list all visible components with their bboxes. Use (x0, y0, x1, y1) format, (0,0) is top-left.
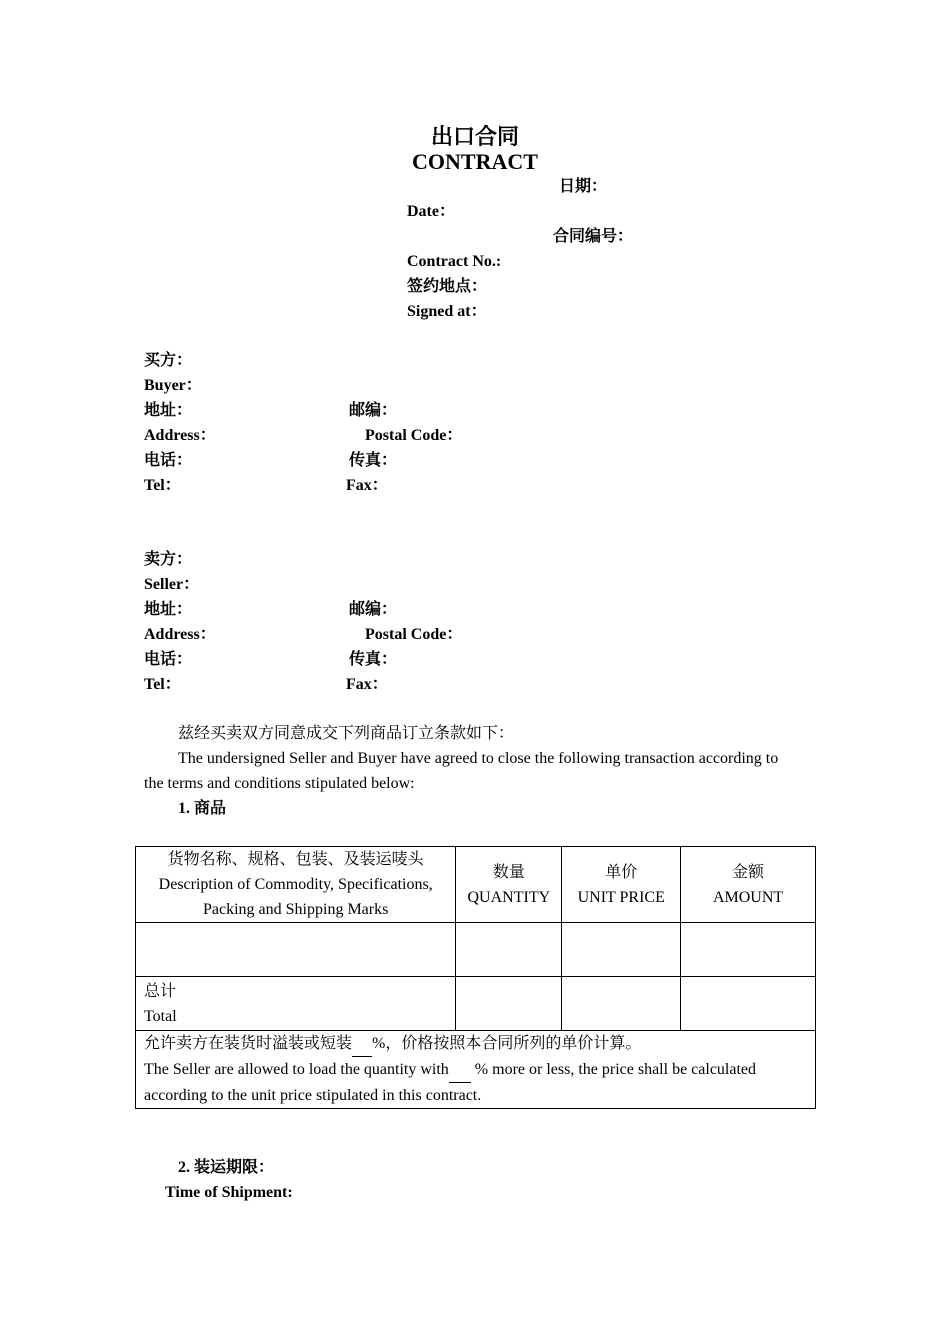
header-description-cn: 货物名称、规格、包装、及装运唛头 (167, 851, 424, 868)
table-note-row (136, 1031, 816, 1109)
note-en-part-b: % more or less, the price shall be calculated (470, 1061, 757, 1078)
header-quantity-cn: 数量 (492, 863, 525, 881)
total-quantity-cell[interactable] (456, 977, 562, 1031)
total-unit-price-cell[interactable] (562, 977, 681, 1031)
section2-heading-cn: 2. 装运期限： (178, 1159, 275, 1176)
title-chinese: 出口合同 (430, 124, 519, 149)
buyer-label-cn: 买方： (144, 352, 193, 369)
note-cn-part-b: %，价格按照本合同所列的单价计算。 (372, 1035, 642, 1052)
buyer-label-en: Buyer： (144, 377, 202, 394)
note-cn-part-a: 允许卖方在装货时溢装或短装 (144, 1035, 353, 1052)
buyer-fax-label-en: Fax： (346, 477, 388, 494)
header-description-en-line1: Description of Commodity, Specifications, (158, 876, 433, 893)
buyer-tel-label-en: Tel： (144, 477, 181, 494)
cell-unit-price[interactable] (562, 923, 681, 977)
cell-description[interactable] (136, 923, 456, 977)
buyer-postal-label-en: Postal Code： (365, 427, 463, 444)
title-english: CONTRACT (412, 149, 538, 174)
header-amount (681, 847, 816, 923)
header-unit-price-en: UNIT PRICE (577, 888, 665, 906)
seller-label-cn: 卖方： (144, 551, 193, 568)
section2-heading-en: Time of Shipment: (165, 1184, 293, 1201)
table-total-row (136, 977, 816, 1031)
seller-fax-label-cn: 传真： (349, 651, 398, 668)
seller-address-label-cn: 地址： (144, 601, 193, 618)
seller-tel-label-en: Tel： (144, 676, 181, 693)
date-label-cn: 日期： (559, 178, 608, 195)
header-amount-cn: 金额 (732, 863, 765, 881)
goods-table (135, 846, 816, 1109)
signed-at-label-cn: 签约地点： (407, 278, 488, 295)
header-quantity (456, 847, 562, 923)
header-amount-en: AMOUNT (712, 888, 784, 906)
buyer-tel-label-cn: 电话： (144, 452, 193, 469)
seller-address-label-en: Address： (144, 626, 216, 643)
cell-quantity[interactable] (456, 923, 562, 977)
seller-fax-label-en: Fax： (346, 676, 388, 693)
buyer-postal-label-cn: 邮编： (349, 402, 398, 419)
note-en-line1 (144, 1057, 807, 1083)
total-label-cell (136, 977, 456, 1031)
header-unit-price (562, 847, 681, 923)
total-label-cn: 总计 (144, 982, 177, 1000)
seller-tel-label-cn: 电话： (144, 651, 193, 668)
signed-at-label-en: Signed at： (407, 303, 487, 320)
note-cn (144, 1031, 807, 1057)
quantity-tolerance-note (136, 1031, 816, 1109)
contract-no-label-cn: 合同编号： (553, 228, 634, 245)
date-label-en: Date： (407, 203, 455, 220)
note-en-line2: according to the unit price stipulated in this contract. (144, 1087, 482, 1104)
header-unit-price-cn: 单价 (605, 863, 638, 881)
buyer-address-label-en: Address： (144, 427, 216, 444)
total-label-en: Total (144, 1007, 177, 1025)
table-header-row (136, 847, 816, 923)
note-cn-blank[interactable] (352, 1031, 372, 1057)
seller-postal-label-cn: 邮编： (349, 601, 398, 618)
buyer-fax-label-cn: 传真： (349, 452, 398, 469)
seller-postal-label-en: Postal Code： (365, 626, 463, 643)
note-en-part-a: The Seller are allowed to load the quantity with (144, 1061, 449, 1078)
note-en-blank[interactable] (449, 1057, 471, 1083)
table-row (136, 923, 816, 977)
buyer-address-label-cn: 地址： (144, 402, 193, 419)
contract-no-label-en: Contract No.: (407, 253, 502, 270)
header-quantity-en: QUANTITY (467, 888, 551, 906)
intro-text-en-line1: The undersigned Seller and Buyer have agreed to close the following transaction according to (178, 750, 779, 767)
section1-heading: 1. 商品 (178, 800, 227, 817)
header-description-en-line2: Packing and Shipping Marks (203, 901, 389, 918)
header-description (136, 847, 456, 923)
intro-text-cn: 兹经买卖双方同意成交下列商品订立条款如下： (178, 725, 515, 742)
cell-amount[interactable] (681, 923, 816, 977)
seller-label-en: Seller： (144, 576, 200, 593)
intro-text-en-line2: the terms and conditions stipulated below: (144, 775, 415, 792)
total-amount-cell[interactable] (681, 977, 816, 1031)
